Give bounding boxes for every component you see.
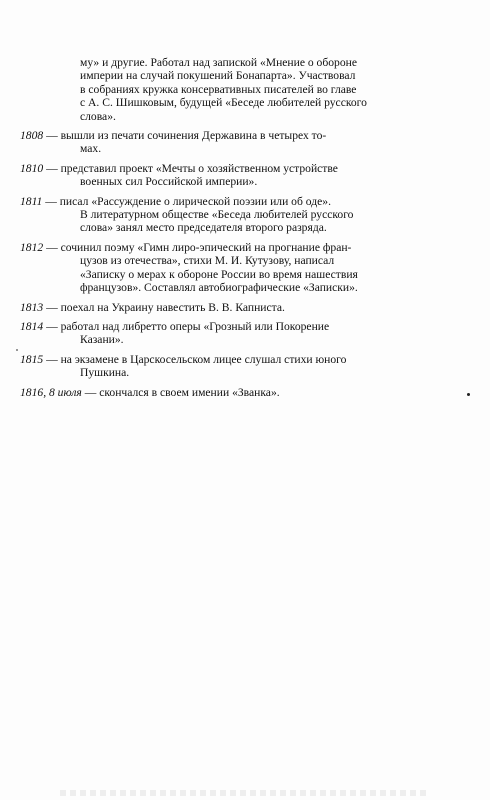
entry-date: 1811 <box>20 194 43 208</box>
entry-text: — работал над либретто оперы «Грозный или Покорение <box>43 319 330 333</box>
chronology-entry-1812 <box>20 241 465 295</box>
entry-text: — представил проект «Мечты о хозяйственном устройстве <box>43 161 338 175</box>
entry-date: 1808 <box>20 129 44 143</box>
page-edge-artifact <box>60 790 430 796</box>
entry-text: Пушкина. <box>80 366 130 380</box>
chronology-entry-1811 <box>20 195 465 235</box>
continued-paragraph <box>20 56 465 123</box>
entry-text: — вышли из печати сочинения Державина в четырех то- <box>43 129 327 143</box>
chronology-entry-1810 <box>20 162 465 189</box>
text-line: в собраниях кружка консервативных писателей во главе <box>80 82 357 96</box>
entry-text: Казани». <box>80 333 124 347</box>
entry-date: 1810 <box>20 161 44 175</box>
entry-text: слова» занял место председателя второго разряда. <box>80 221 327 235</box>
entry-text: французов». Составлял автобиографические «Записки». <box>80 281 358 295</box>
text-line: империи на случай покушений Бонапарта». Участвовал <box>80 69 356 83</box>
entry-text: — скончался в своем имении «Званка». <box>81 385 280 399</box>
ink-speck <box>467 393 470 396</box>
text-line: му» и другие. Работал над запиской «Мнение о обороне <box>80 56 357 69</box>
chronology-entry-1813 <box>20 301 465 314</box>
chronology-entry-1816 <box>20 386 465 399</box>
entry-text: цузов из отечества», стихи М. И. Кутузову, написал <box>80 254 335 268</box>
entry-text: «Записку о мерах к обороне России во время нашествия <box>80 267 358 281</box>
entry-date: 1814 <box>20 319 44 333</box>
chronology-entry-1808 <box>20 129 465 156</box>
chronology-entry-1814 <box>20 320 465 347</box>
entry-date: 1815 <box>20 352 44 366</box>
entry-text: военных сил Российской империи». <box>80 175 258 189</box>
entry-text: В литературном обществе «Беседа любителей русского <box>80 208 354 222</box>
entry-date: 1813 <box>20 300 44 314</box>
entry-date: 1816, 8 июля <box>20 385 82 399</box>
entry-text: — на экзамене в Царскосельском лицее слушал стихи юного <box>43 352 347 366</box>
chronology-text <box>20 56 465 405</box>
entry-text: мах. <box>80 142 102 156</box>
chronology-entry-1815 <box>20 353 465 380</box>
ink-speck <box>16 349 18 351</box>
entry-text: — писал «Рассуждение о лирической поэзии или об оде». <box>42 194 331 208</box>
entry-date: 1812 <box>20 240 44 254</box>
text-line: слова». <box>80 109 116 123</box>
entry-text: — сочинил поэму «Гимн лиро-эпический на прогнание фран- <box>43 240 352 254</box>
text-line: с А. С. Шишковым, будущей «Беседе любителей русского <box>80 96 367 110</box>
entry-text: — поехал на Украину навестить В. В. Капниста. <box>43 300 285 314</box>
